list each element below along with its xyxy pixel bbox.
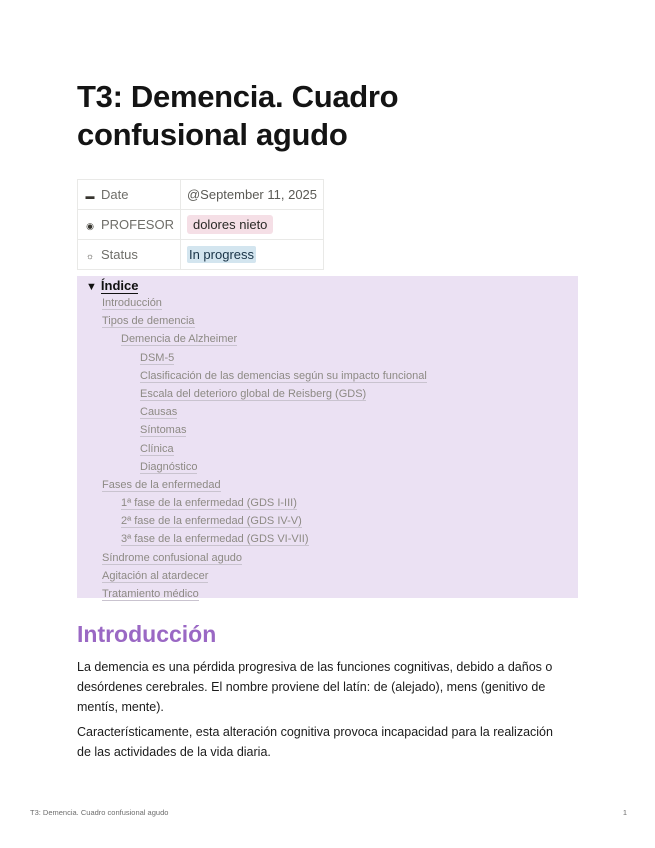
toc-item[interactable] [77, 549, 578, 567]
toc-item[interactable] [77, 476, 578, 494]
property-row-profesor [78, 210, 324, 240]
toc-link[interactable]: Tratamiento médico [102, 588, 199, 600]
toc-link[interactable]: Fases de la enfermedad [102, 478, 221, 491]
toc-link[interactable]: Diagnóstico [140, 460, 198, 473]
toc-link[interactable]: Demencia de Alzheimer [121, 333, 238, 346]
toc-item[interactable] [77, 440, 578, 458]
property-key [78, 210, 181, 240]
toc-item[interactable] [77, 458, 578, 476]
toc-link[interactable]: Introducción [102, 297, 162, 309]
toc-item[interactable] [77, 530, 578, 548]
toc-item[interactable] [77, 494, 578, 512]
footer-title: T3: Demencia. Cuadro confusional agudo [30, 808, 169, 817]
property-row-date [78, 180, 324, 210]
toc-header-label: Índice [100, 278, 139, 293]
person-icon: ◉ [86, 221, 94, 231]
intro-paragraph-1: La demencia es una pérdida progresiva de las funciones cognitivas, debido a daños o desórdenes cerebrales. El nombre proviene del latín: de (alejado), mens (genitivo de mentís, mente). [77, 660, 553, 714]
property-label: Status [101, 247, 138, 262]
status-icon: ☼ [85, 251, 95, 261]
toc-link[interactable]: Síntomas [140, 424, 187, 437]
toc-list [77, 294, 578, 603]
property-tag: In progress [188, 247, 255, 262]
toc-link[interactable]: Clínica [140, 442, 174, 455]
toc-item[interactable] [77, 349, 578, 367]
toc-item[interactable] [77, 294, 578, 312]
toc-link[interactable]: DSM-5 [140, 351, 175, 364]
toggle-triangle-icon[interactable]: ▼ [86, 281, 97, 293]
page-title: T3: Demencia. Cuadro confusional agudo [77, 79, 399, 152]
property-key [78, 240, 181, 270]
toc-item[interactable] [77, 330, 578, 348]
toc-link[interactable]: Agitación al atardecer [102, 569, 209, 582]
property-label: Date [101, 187, 129, 202]
property-tag: dolores nieto [187, 215, 273, 234]
property-value-cell[interactable] [180, 180, 323, 210]
toc-item[interactable] [77, 385, 578, 403]
toc-item[interactable] [77, 367, 578, 385]
toc-item[interactable] [77, 403, 578, 421]
toc-item[interactable] [77, 421, 578, 439]
intro-paragraph-2: Característicamente, esta alteración cognitiva provoca incapacidad para la realización de las actividades de la vida diaria. [77, 725, 553, 759]
property-value: @September 11, 2025 [186, 187, 318, 202]
property-value-cell[interactable] [180, 240, 323, 270]
toc-link[interactable]: 3ª fase de la enfermedad (GDS VI-VII) [121, 533, 309, 546]
property-value-cell[interactable] [180, 210, 323, 240]
toc-item[interactable] [77, 312, 578, 330]
properties-table [77, 179, 324, 270]
toc-item[interactable] [77, 567, 578, 585]
toc-link[interactable]: Escala del deterioro global de Reisberg (GDS) [140, 387, 367, 400]
toc-link[interactable]: Tipos de demencia [102, 315, 195, 328]
toc-toggle[interactable] [86, 278, 138, 293]
property-key [78, 180, 181, 210]
toc-item[interactable] [77, 512, 578, 530]
table-of-contents [77, 276, 578, 598]
property-label: PROFESOR [101, 217, 174, 232]
toc-link[interactable]: 2ª fase de la enfermedad (GDS IV-V) [121, 515, 302, 528]
toc-link[interactable]: Síndrome confusional agudo [102, 551, 243, 564]
calendar-icon: ▬ [85, 191, 95, 201]
toc-item[interactable] [77, 585, 578, 603]
toc-link[interactable]: Clasificación de las demencias según su impacto funcional [140, 369, 427, 382]
toc-link[interactable]: 1ª fase de la enfermedad (GDS I-III) [121, 497, 297, 510]
footer-page-number: 1 [622, 808, 627, 817]
section-heading-introduccion: Introducción [77, 621, 217, 647]
toc-link[interactable]: Causas [140, 406, 178, 419]
property-row-status [78, 240, 324, 270]
